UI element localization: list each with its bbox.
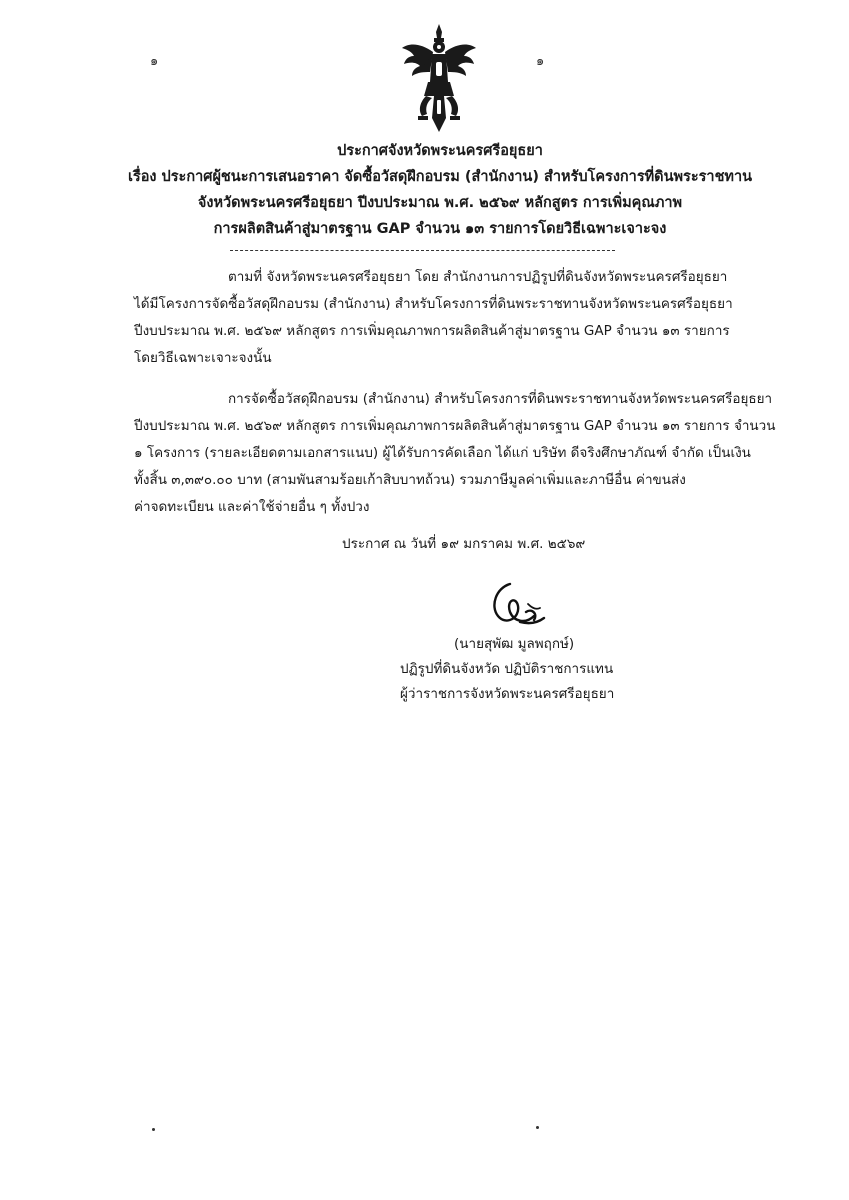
paragraph-line: ๑ โครงการ (รายละเอียดตามเอกสารแนบ) ผู้ได้รับการคัดเลือก ได้แก่ บริษัท ดีจริงศึกษาภัณฑ์ จำกัด เป็นเงิน [134,445,751,461]
signer-position: ผู้ว่าราชการจังหวัดพระนครศรีอยุธยา [400,686,615,702]
announcement-title [80,138,800,242]
signature-block [400,632,660,707]
announcement-date: ประกาศ ณ วันที่ ๑๙ มกราคม พ.ศ. ๒๕๖๙ [342,536,586,552]
paragraph-line: การจัดซื้อวัสดุฝึกอบรม (สำนักงาน) สำหรับโครงการที่ดินพระราชทานจังหวัดพระนครศรีอยุธยา [228,391,773,407]
title-line-2: เรื่อง ประกาศผู้ชนะการเสนอราคา จัดซื้อวัสดุฝึกอบรม (สำนักงาน) สำหรับโครงการที่ดินพระราชทาน [127,169,753,185]
signer-position: ปฏิรูปที่ดินจังหวัด ปฏิบัติราชการแทน [400,661,614,677]
paragraph-line: ปีงบประมาณ พ.ศ. ๒๕๖๙ หลักสูตร การเพิ่มคุณภาพการผลิตสินค้าสู่มาตรฐาน GAP จำนวน ๑๓ รายการ จำนวน [134,418,776,434]
title-line-1: ประกาศจังหวัดพระนครศรีอยุธยา [337,143,543,159]
paragraph-line: ค่าจดทะเบียน และค่าใช้จ่ายอื่น ๆ ทั้งปวง [134,499,370,515]
title-divider [230,250,615,251]
paragraph-line: ตามที่ จังหวัดพระนครศรีอยุธยา โดย สำนักงานการปฏิรูปที่ดินจังหวัดพระนครศรีอยุธยา [228,269,728,285]
handwritten-signature [476,578,548,634]
paragraph-line: ทั้งสิ้น ๓,๓๙๐.๐๐ บาท (สามพันสามร้อยเก้าสิบบาทถ้วน) รวมภาษีมูลค่าเพิ่มและภาษีอื่น ค่าขนส่ง [134,472,686,488]
paragraph-line: ได้มีโครงการจัดซื้อวัสดุฝึกอบรม (สำนักงาน) สำหรับโครงการที่ดินพระราชทานจังหวัดพระนครศรีอยุธยา [134,296,733,312]
scan-speck [536,1126,539,1129]
garuda-emblem-icon [400,22,478,134]
paragraph-line: โดยวิธีเฉพาะเจาะจงนั้น [134,350,272,366]
paragraph-background [134,264,776,372]
paragraph-line: ปีงบประมาณ พ.ศ. ๒๕๖๙ หลักสูตร การเพิ่มคุณภาพการผลิตสินค้าสู่มาตรฐาน GAP จำนวน ๑๓ รายการ [134,323,730,339]
paragraph-award [134,386,776,521]
page-marker-left: ๑ [150,54,159,69]
scan-speck [152,1128,155,1131]
title-line-3: จังหวัดพระนครศรีอยุธยา ปีงบประมาณ พ.ศ. ๒๕๖๙ หลักสูตร การเพิ่มคุณภาพ [197,195,683,211]
signer-name: (นายสุพัฒ มูลพฤกษ์) [454,636,575,652]
title-line-4: การผลิตสินค้าสู่มาตรฐาน GAP จำนวน ๑๓ รายการโดยวิธีเฉพาะเจาะจง [213,221,667,237]
page-marker-right: ๑ [536,54,545,69]
